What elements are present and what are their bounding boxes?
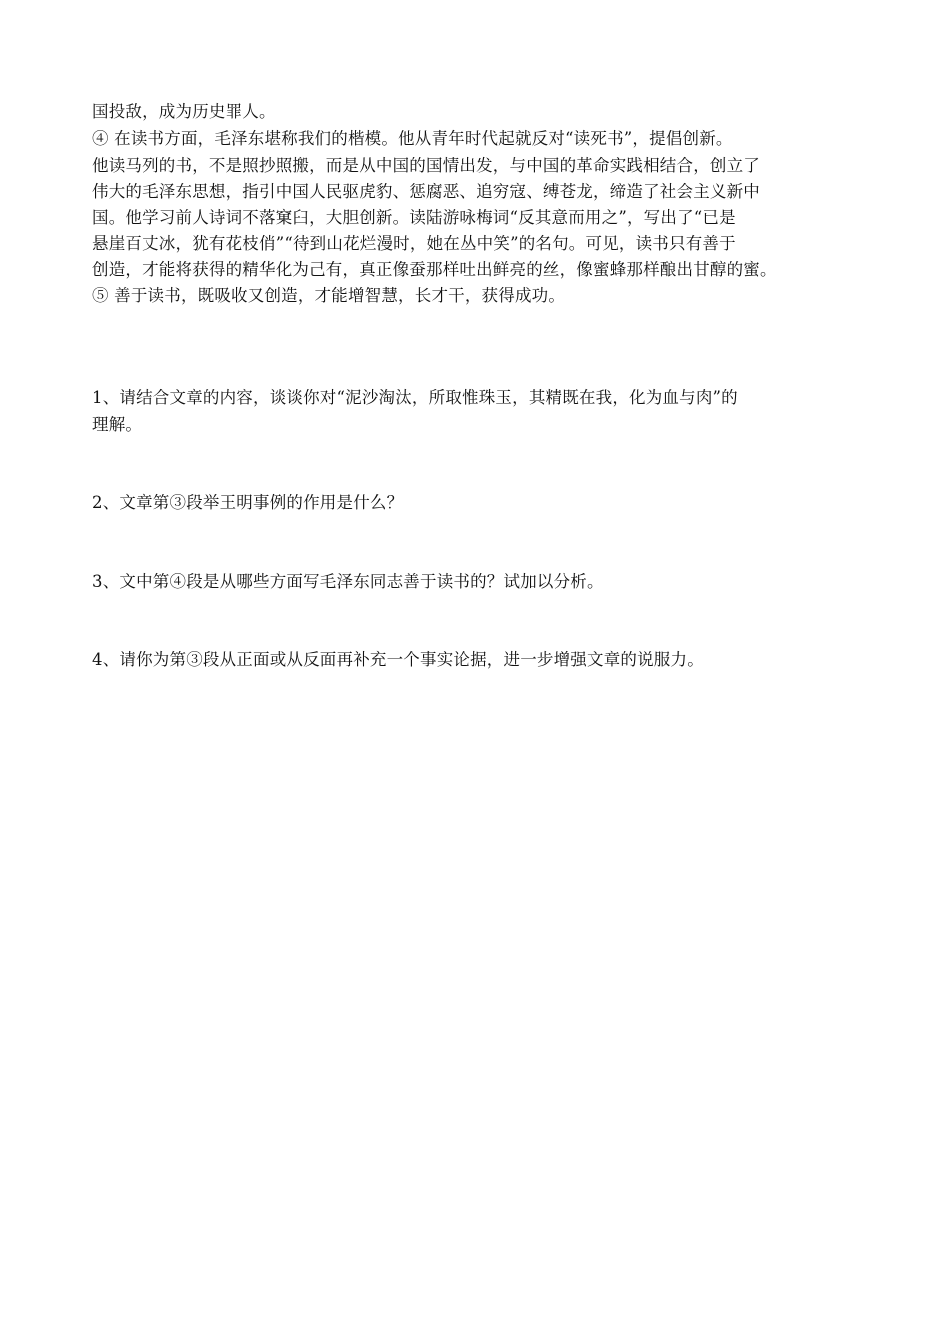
passage-line: 他读马列的书，不是照抄照搬，而是从中国的国情出发，与中国的革命实践相结合，创立了 [92, 156, 760, 175]
passage-line: 创造，才能将获得的精华化为己有，真正像蚕那样吐出鲜亮的丝，像蜜蜂那样酿出甘醇的蜜。 [92, 260, 777, 279]
passage-line: 悬崖百丈冰，犹有花枝俏”“待到山花烂漫时，她在丛中笑”的名句。可见，读书只有善于 [92, 234, 736, 253]
passage-line: 国。他学习前人诗词不落窠臼，大胆创新。读陆游咏梅词“反其意而用之”，写出了“已是 [92, 208, 736, 227]
paragraph-4-start: ④ 在读书方面，毛泽东堪称我们的楷模。他从青年时代起就反对“读死书”，提倡创新。 [92, 129, 733, 148]
passage-line: 国投敌，成为历史罪人。 [92, 102, 276, 121]
question-3: 3、文中第④段是从哪些方面写毛泽东同志善于读书的？试加以分析。 [92, 572, 604, 591]
question-2: 2、文章第③段举王明事例的作用是什么？ [92, 493, 404, 512]
question-4: 4、请你为第③段从正面或从反面再补充一个事实论据，进一步增强文章的说服力。 [92, 650, 704, 669]
passage-line: 伟大的毛泽东思想，指引中国人民驱虎豹、惩腐恶、追穷寇、缚苍龙，缔造了社会主义新中 [92, 182, 760, 201]
question-1: 1、请结合文章的内容，谈谈你对“泥沙淘汰，所取惟珠玉，其精既在我，化为血与肉”的 [92, 388, 738, 407]
question-1-continued: 理解。 [92, 415, 143, 434]
paragraph-5: ⑤ 善于读书，既吸收又创造，才能增智慧，长才干，获得成功。 [92, 286, 566, 305]
